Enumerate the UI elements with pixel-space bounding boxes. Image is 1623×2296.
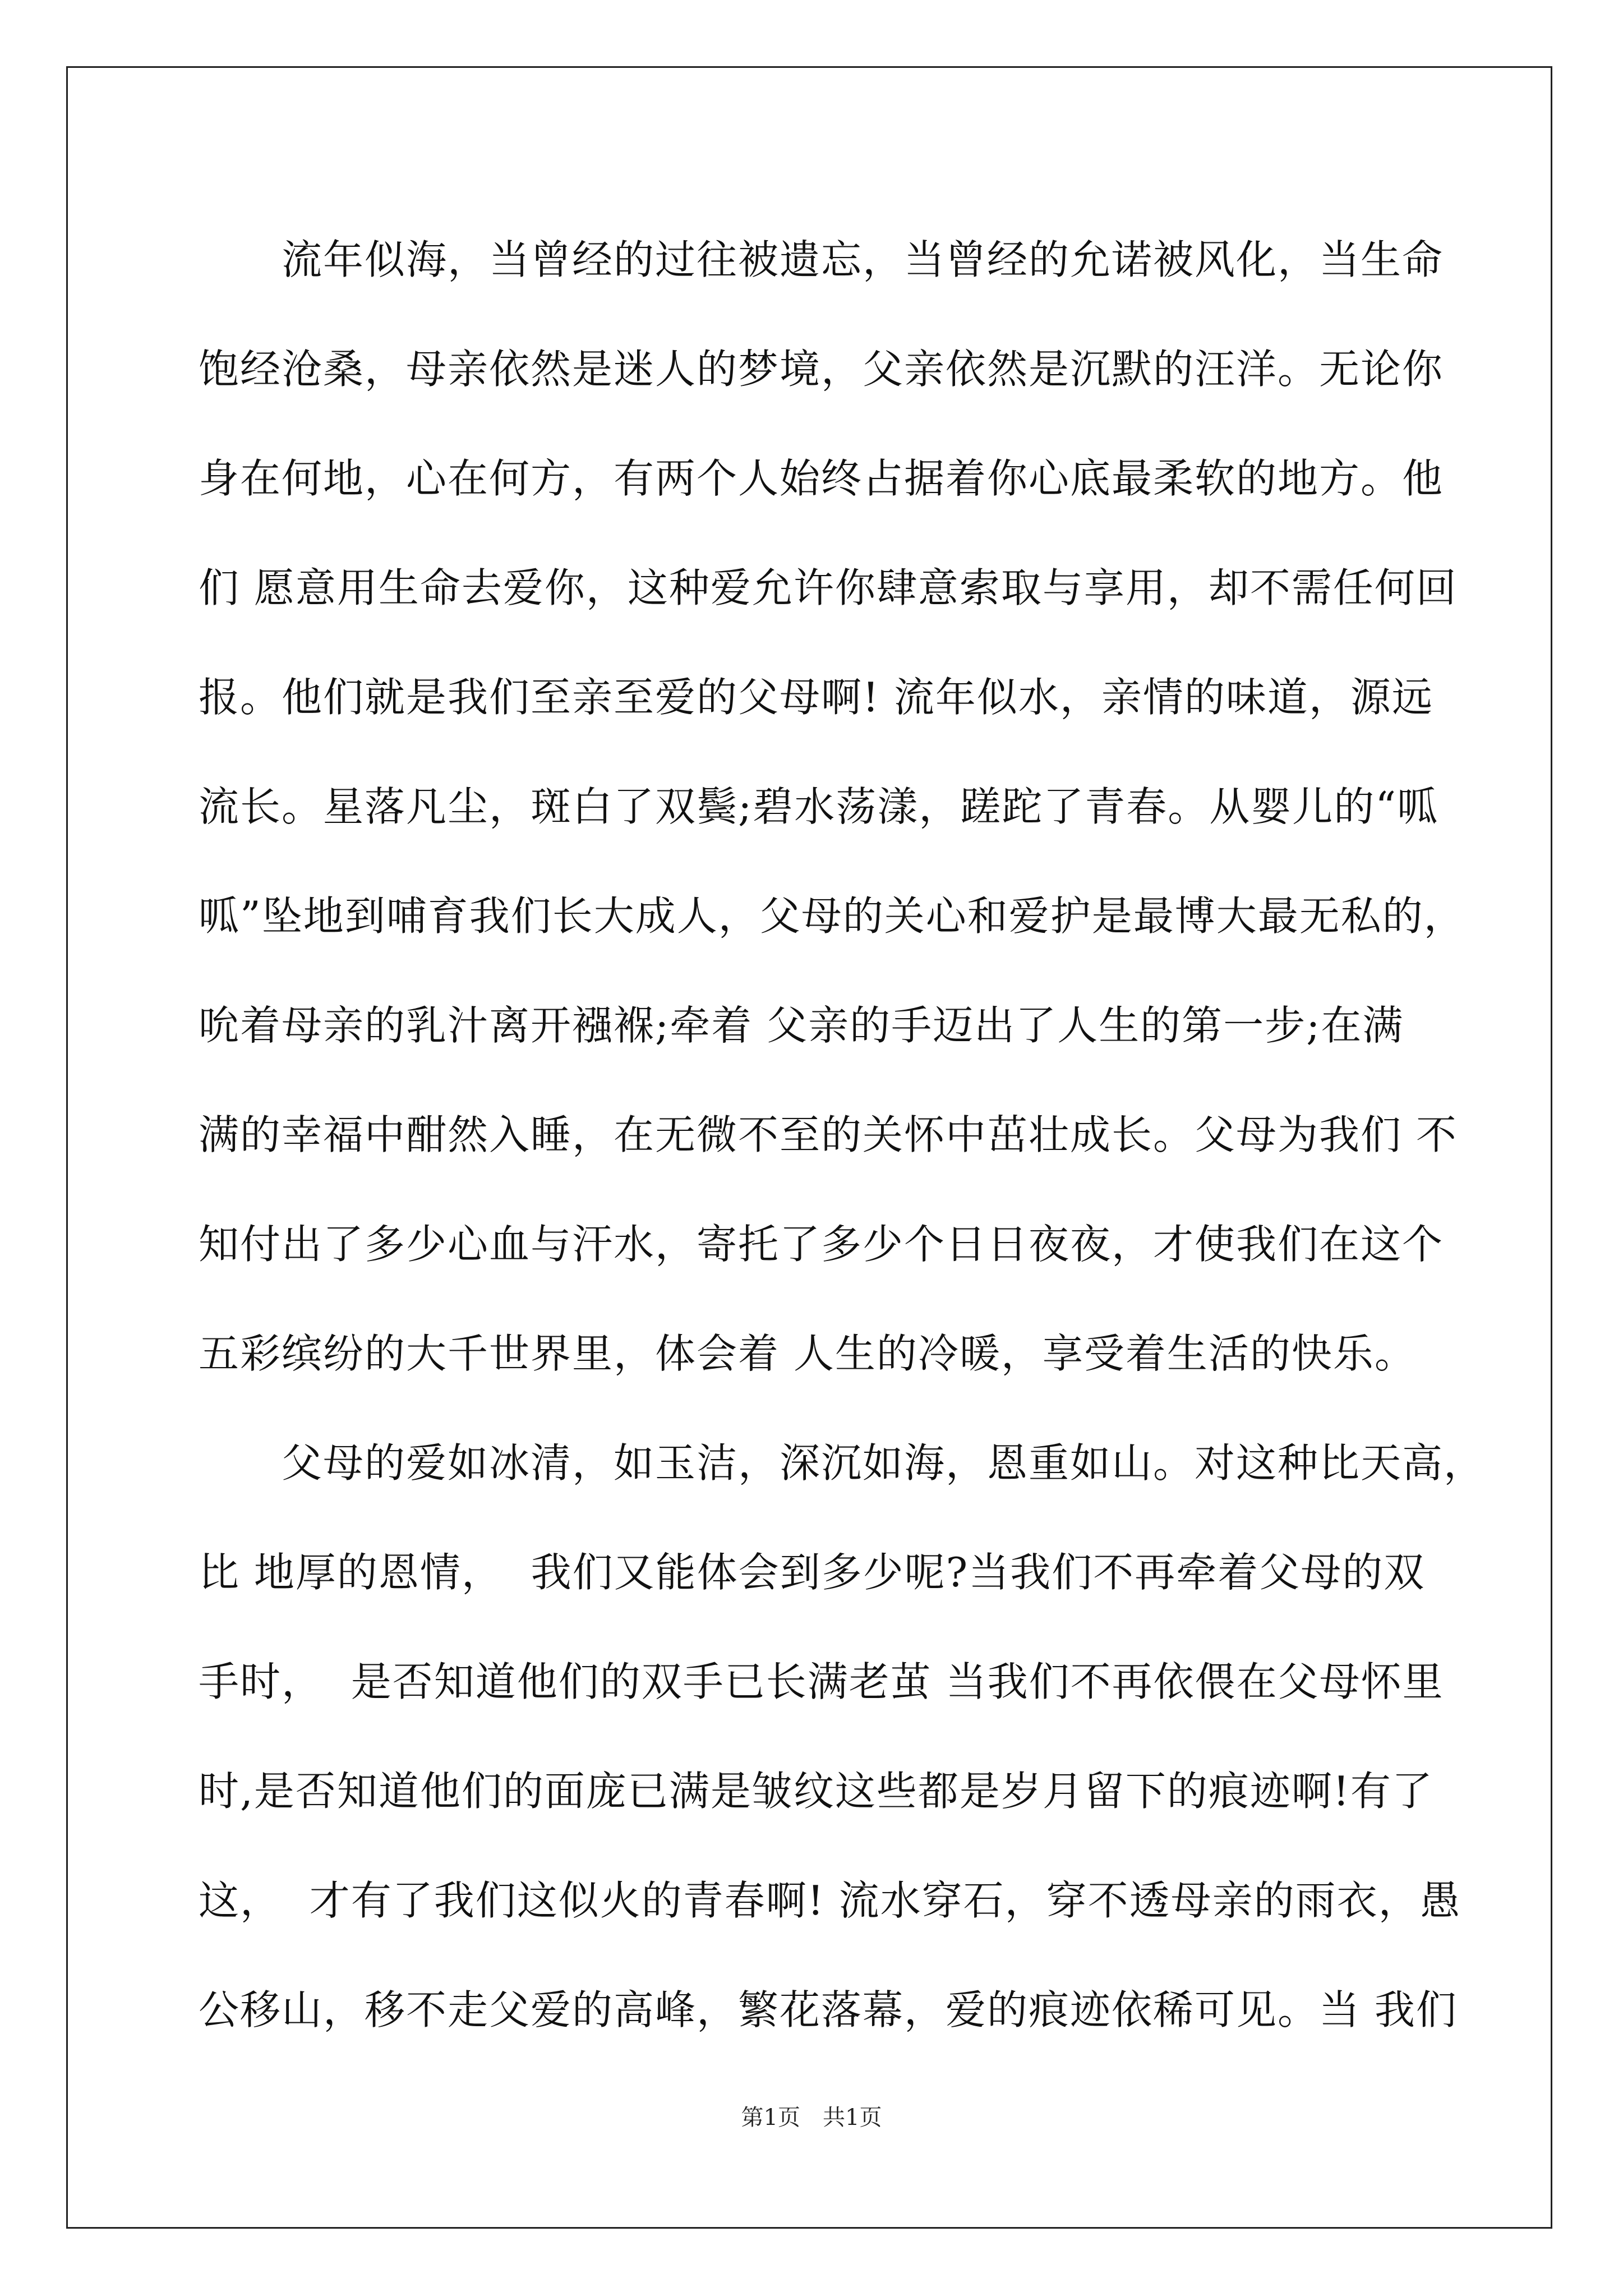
text-line: 流年似海，当曾经的过往被遗忘，当曾经的允诺被风化，当生命 [199,236,1444,283]
text-line: 公移山，移不走父爱的高峰，繁花落幕，爱的痕迹依稀可见。当 我们 [199,1986,1458,2033]
text-line: 吮着母亲的乳汁离开襁褓;牵着 父亲的手迈出了人生的第一步;在满 [199,1002,1404,1049]
text-line: 身在何地，心在何方，有两个人始终占据着你心底最柔软的地方。他 [199,455,1444,502]
text-line: 流长。星落凡尘，斑白了双鬓;碧水荡漾，蹉跎了青春。从婴儿的“呱 [199,783,1439,830]
text-line: 报。他们就是我们至亲至爱的父母啊! 流年似水，亲情的味道，源远 [199,674,1433,721]
text-line: 呱”坠地到哺育我们长大成人，父母的关心和爱护是最博大最无私的， [199,892,1465,940]
text-line: 手时， 是否知道他们的双手已长满老茧 当我们不再依偎在父母怀里 [199,1658,1444,1705]
body-text [199,205,1486,2065]
text-line: 五彩缤纷的大千世界里，体会着 人生的冷暖，享受着生活的快乐。 [199,1330,1416,1377]
text-line: 们 愿意用生命去爱你，这种爱允许你肆意索取与享用，却不需任何回 [199,564,1458,611]
text-line: 满的幸福中酣然入睡，在无微不至的关怀中茁壮成长。父母为我们 不 [199,1111,1458,1158]
text-line: 时,是否知道他们的面庞已满是皱纹这些都是岁月留下的痕迹啊!有了 [199,1768,1433,1815]
text-line: 比 地厚的恩情， 我们又能体会到多少呢?当我们不再牵着父母的双 [199,1549,1426,1596]
text-line: 这， 才有了我们这似火的青春啊! 流水穿石，穿不透母亲的雨衣，愚 [199,1877,1461,1924]
text-line: 父母的爱如冰清，如玉洁，深沉如海，恩重如山。对这种比天高， [199,1439,1486,1487]
text-line: 饱经沧桑，母亲依然是迷人的梦境，父亲依然是沉默的汪洋。无论你 [199,346,1444,393]
text-line: 知付出了多少心血与汗水，寄托了多少个日日夜夜，才使我们在这个 [199,1221,1444,1268]
page-footer: 第1页 共1页 [741,2105,882,2131]
